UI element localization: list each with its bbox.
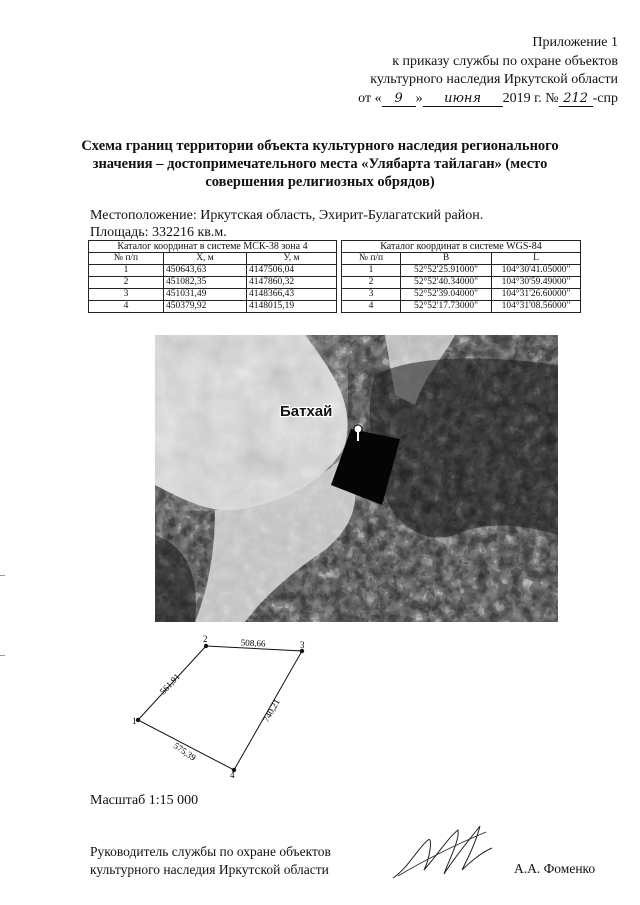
handwritten-signature <box>388 818 498 893</box>
appendix-label: Приложение 1 <box>532 35 618 50</box>
point-label: 3 <box>300 640 305 650</box>
side-length-label: 561,91 <box>157 671 182 697</box>
table-cell: 104°31'26.60000" <box>492 289 581 301</box>
point-label: 2 <box>203 634 208 644</box>
wgs-coordinates-table <box>341 240 581 313</box>
table-row <box>89 265 337 277</box>
table-row <box>342 277 581 289</box>
table-cell: 451082,35 <box>164 277 247 289</box>
table-cell: 52°52'25.91000" <box>401 265 492 277</box>
msk-coordinates-table <box>88 240 337 313</box>
column-header: L <box>492 253 581 265</box>
title-line: совершения религиозных обрядов) <box>205 174 435 190</box>
scale-label: Масштаб 1:15 000 <box>90 793 199 808</box>
boundary-scheme-svg <box>120 628 320 778</box>
point-label: 4 <box>230 770 235 778</box>
order-year: 2019 г. № <box>502 90 559 106</box>
side-length-label: 575,39 <box>171 740 198 763</box>
column-header: B <box>401 253 492 265</box>
document-header <box>358 34 618 108</box>
table-cell: 52°52'39.04000" <box>401 289 492 301</box>
table-cell: 450643,63 <box>164 265 247 277</box>
order-ref-line: к приказу службы по охране объектов <box>392 53 618 69</box>
margin-mark <box>0 575 5 576</box>
area-text: Площадь: 332216 кв.м. <box>90 225 227 240</box>
date-mid: » <box>415 90 423 106</box>
title-line: значения – достопримечательного места «Улябарта тайлаган» (место <box>92 156 548 172</box>
boundary-scheme <box>120 628 320 783</box>
date-prefix: от « <box>358 90 382 106</box>
table-cell: 104°30'59.49000" <box>492 277 581 289</box>
table-cell: 1 <box>89 265 164 277</box>
table-cell: 4147506,04 <box>247 265 337 277</box>
satellite-image <box>155 335 558 622</box>
table-cell: 2 <box>89 277 164 289</box>
table-cell: 4 <box>342 301 401 313</box>
table-cell: 4148366,43 <box>247 289 337 301</box>
table-cell: 104°31'08.56000" <box>492 301 581 313</box>
column-header: № п/п <box>342 253 401 265</box>
order-month: июня <box>423 92 503 107</box>
table-cell: 450379,92 <box>164 301 247 313</box>
table-row <box>342 301 581 313</box>
order-date-line <box>358 90 618 109</box>
msk-table-caption: Каталог координат в системе МСК-38 зона 4 <box>89 241 337 253</box>
column-header: № п/п <box>89 253 164 265</box>
boundary-point <box>204 644 208 648</box>
table-row <box>89 301 337 313</box>
point-label: 1 <box>132 716 137 726</box>
location-block <box>90 207 483 241</box>
order-number: 212 <box>559 92 593 107</box>
table-cell: 3 <box>89 289 164 301</box>
column-header: X, м <box>164 253 247 265</box>
signatory-title-line: культурного наследия Иркутской области <box>90 862 329 877</box>
table-cell: 52°52'17.73000" <box>401 301 492 313</box>
table-cell: 4147860,32 <box>247 277 337 289</box>
table-cell: 2 <box>342 277 401 289</box>
location-text: Местоположение: Иркутская область, Эхирит-Булагатский район. <box>90 208 484 223</box>
signatory-name: А.А. Фоменко <box>514 861 596 876</box>
table-row <box>89 289 337 301</box>
signatory-title-line: Руководитель службы по охране объектов <box>90 844 331 859</box>
table-cell: 52°52'40.34000" <box>401 277 492 289</box>
margin-mark <box>0 655 5 656</box>
title-line: Схема границ территории объекта культурного наследия регионального <box>81 138 559 154</box>
document-title <box>60 137 580 191</box>
org-line: культурного наследия Иркутской области <box>370 72 618 87</box>
order-suffix: -спр <box>592 90 618 106</box>
map-place-label: Батхай <box>280 403 333 420</box>
table-cell: 4148015,19 <box>247 301 337 313</box>
wgs-table-caption: Каталог координат в системе WGS-84 <box>342 241 581 253</box>
table-cell: 451031,49 <box>164 289 247 301</box>
satellite-image-svg <box>155 335 558 622</box>
side-length-label: 740,21 <box>260 697 282 724</box>
table-row <box>89 277 337 289</box>
table-cell: 104°30'41.05000" <box>492 265 581 277</box>
table-cell: 3 <box>342 289 401 301</box>
table-row <box>342 265 581 277</box>
signatory-title <box>90 843 331 879</box>
table-row <box>342 289 581 301</box>
table-cell: 4 <box>89 301 164 313</box>
table-cell: 1 <box>342 265 401 277</box>
order-day: 9 <box>382 92 416 107</box>
side-length-label: 508,66 <box>240 637 266 649</box>
column-header: У, м <box>247 253 337 265</box>
